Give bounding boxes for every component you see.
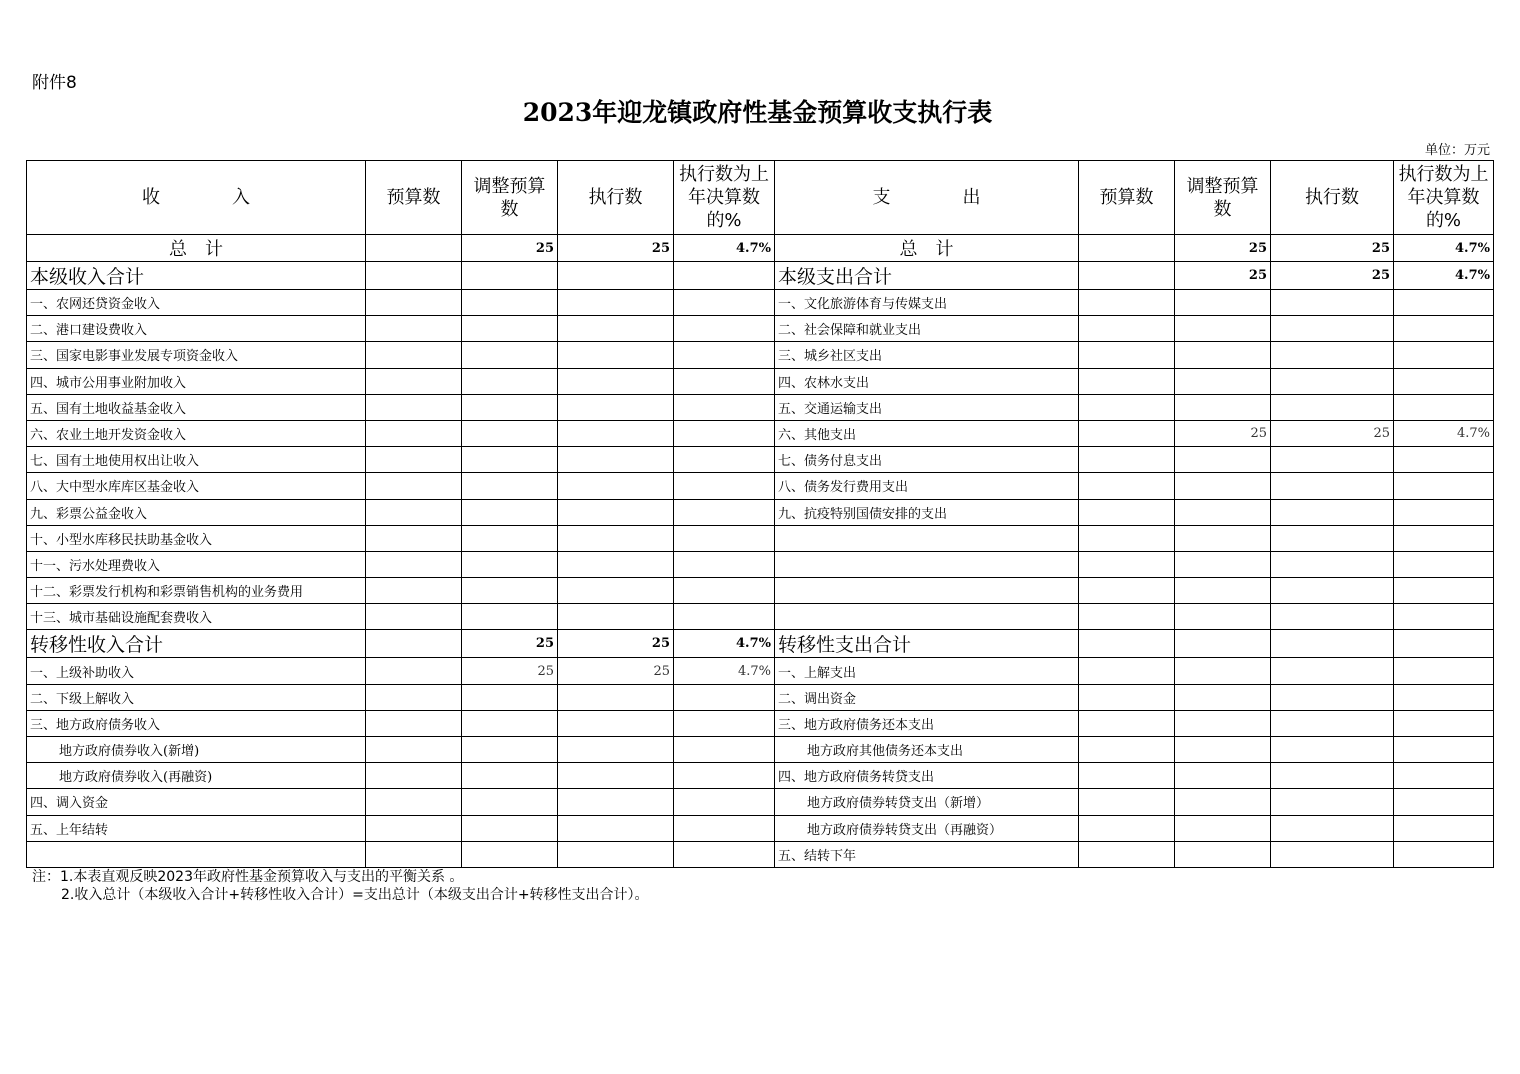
table-row — [27, 368, 1494, 394]
cell-expense-label: 六、其他支出 — [775, 420, 1079, 446]
cell-income-budget — [366, 551, 462, 577]
cell-income-executed — [558, 342, 674, 368]
cell-income-ratio — [674, 684, 775, 710]
cell-income-budget — [366, 841, 462, 867]
total-expense-ratio: 4.7% — [1394, 235, 1494, 262]
cell-income-executed — [558, 710, 674, 736]
cell-income-executed: 25 — [558, 630, 674, 658]
cell-income-label: 四、城市公用事业附加收入 — [27, 368, 366, 394]
cell-income-adjusted — [462, 290, 558, 316]
cell-income-budget — [366, 578, 462, 604]
cell-expense-budget — [1079, 316, 1175, 342]
cell-expense-adjusted — [1175, 447, 1271, 473]
table-row — [27, 290, 1494, 316]
cell-income-adjusted — [462, 342, 558, 368]
total-income-budget — [366, 235, 462, 262]
cell-expense-adjusted — [1175, 290, 1271, 316]
cell-income-executed — [558, 473, 674, 499]
table-row — [27, 658, 1494, 684]
cell-expense-executed — [1271, 447, 1394, 473]
table-row — [27, 578, 1494, 604]
cell-expense-label: 一、文化旅游体育与传媒支出 — [775, 290, 1079, 316]
cell-income-budget — [366, 394, 462, 420]
cell-income-budget — [366, 658, 462, 684]
table-row — [27, 604, 1494, 630]
table-row — [27, 684, 1494, 710]
cell-expense-adjusted — [1175, 394, 1271, 420]
header-expense-budget: 预算数 — [1079, 161, 1175, 235]
cell-expense-ratio — [1394, 815, 1494, 841]
cell-income-label: 本级收入合计 — [27, 262, 366, 290]
cell-expense-adjusted — [1175, 815, 1271, 841]
cell-expense-label: 三、地方政府债务还本支出 — [775, 710, 1079, 736]
table-row — [27, 342, 1494, 368]
cell-income-adjusted — [462, 499, 558, 525]
cell-income-label: 一、农网还贷资金收入 — [27, 290, 366, 316]
cell-income-ratio — [674, 737, 775, 763]
cell-income-ratio — [674, 473, 775, 499]
cell-income-ratio — [674, 578, 775, 604]
cell-income-executed — [558, 447, 674, 473]
notes — [32, 868, 649, 904]
total-expense-executed: 25 — [1271, 235, 1394, 262]
cell-income-adjusted — [462, 763, 558, 789]
cell-expense-adjusted — [1175, 342, 1271, 368]
cell-expense-budget — [1079, 710, 1175, 736]
cell-expense-budget — [1079, 630, 1175, 658]
cell-income-executed — [558, 789, 674, 815]
cell-expense-ratio — [1394, 290, 1494, 316]
cell-income-label: 十、小型水库移民扶助基金收入 — [27, 525, 366, 551]
cell-income-label: 十二、彩票发行机构和彩票销售机构的业务费用 — [27, 578, 366, 604]
cell-income-budget — [366, 710, 462, 736]
cell-expense-budget — [1079, 578, 1175, 604]
cell-expense-label: 九、抗疫特别国债安排的支出 — [775, 499, 1079, 525]
table-row — [27, 841, 1494, 867]
cell-expense-ratio — [1394, 447, 1494, 473]
cell-income-label: 五、国有土地收益基金收入 — [27, 394, 366, 420]
header-income: 收 入 — [27, 161, 366, 235]
cell-expense-executed — [1271, 763, 1394, 789]
cell-income-adjusted — [462, 604, 558, 630]
cell-income-budget — [366, 290, 462, 316]
cell-expense-adjusted: 25 — [1175, 420, 1271, 446]
cell-expense-budget — [1079, 420, 1175, 446]
cell-expense-label: 五、结转下年 — [775, 841, 1079, 867]
cell-income-executed — [558, 290, 674, 316]
cell-income-budget — [366, 737, 462, 763]
cell-expense-label: 三、城乡社区支出 — [775, 342, 1079, 368]
cell-expense-adjusted — [1175, 630, 1271, 658]
cell-income-adjusted — [462, 262, 558, 290]
cell-expense-adjusted — [1175, 789, 1271, 815]
cell-income-ratio — [674, 525, 775, 551]
cell-expense-budget — [1079, 684, 1175, 710]
cell-expense-ratio: 4.7% — [1394, 262, 1494, 290]
cell-income-budget — [366, 420, 462, 446]
cell-expense-executed — [1271, 737, 1394, 763]
cell-expense-ratio — [1394, 763, 1494, 789]
table-row — [27, 473, 1494, 499]
cell-expense-adjusted — [1175, 499, 1271, 525]
cell-income-ratio — [674, 763, 775, 789]
cell-expense-adjusted — [1175, 710, 1271, 736]
table-row — [27, 262, 1494, 290]
cell-expense-label: 二、调出资金 — [775, 684, 1079, 710]
cell-income-ratio — [674, 316, 775, 342]
unit-label: 单位：万元 — [1424, 143, 1490, 158]
cell-income-executed — [558, 684, 674, 710]
note-line-2: 2.收入总计（本级收入合计+转移性收入合计）=支出总计（本级支出合计+转移性支出合计）。 — [61, 887, 649, 903]
cell-expense-budget — [1079, 473, 1175, 499]
cell-expense-budget — [1079, 447, 1175, 473]
cell-expense-ratio — [1394, 658, 1494, 684]
cell-income-label: 十一、污水处理费收入 — [27, 551, 366, 577]
cell-expense-ratio — [1394, 394, 1494, 420]
cell-expense-label: 七、债务付息支出 — [775, 447, 1079, 473]
cell-expense-ratio — [1394, 841, 1494, 867]
cell-expense-label — [775, 578, 1079, 604]
cell-expense-executed — [1271, 789, 1394, 815]
cell-income-label: 一、上级补助收入 — [27, 658, 366, 684]
cell-income-label: 八、大中型水库库区基金收入 — [27, 473, 366, 499]
cell-expense-ratio — [1394, 630, 1494, 658]
cell-expense-budget — [1079, 789, 1175, 815]
cell-income-ratio — [674, 447, 775, 473]
cell-expense-budget — [1079, 763, 1175, 789]
cell-income-adjusted — [462, 578, 558, 604]
cell-expense-executed — [1271, 578, 1394, 604]
cell-expense-label: 四、地方政府债务转贷支出 — [775, 763, 1079, 789]
cell-income-ratio — [674, 841, 775, 867]
cell-expense-budget — [1079, 815, 1175, 841]
cell-income-ratio — [674, 789, 775, 815]
cell-income-label: 二、下级上解收入 — [27, 684, 366, 710]
cell-income-adjusted — [462, 737, 558, 763]
attachment-label: 附件8 — [32, 73, 77, 93]
total-income-ratio: 4.7% — [674, 235, 775, 262]
cell-income-executed — [558, 763, 674, 789]
cell-income-ratio — [674, 815, 775, 841]
cell-income-ratio: 4.7% — [674, 658, 775, 684]
cell-income-adjusted: 25 — [462, 630, 558, 658]
cell-expense-executed — [1271, 551, 1394, 577]
cell-expense-budget — [1079, 841, 1175, 867]
cell-income-ratio — [674, 420, 775, 446]
cell-income-adjusted — [462, 684, 558, 710]
cell-expense-executed — [1271, 841, 1394, 867]
cell-income-budget — [366, 525, 462, 551]
page-title: 2023年迎龙镇政府性基金预算收支执行表 — [522, 98, 993, 127]
cell-income-executed — [558, 737, 674, 763]
cell-expense-budget — [1079, 262, 1175, 290]
cell-income-label: 三、地方政府债务收入 — [27, 710, 366, 736]
total-row — [27, 235, 1494, 262]
cell-expense-label: 一、上解支出 — [775, 658, 1079, 684]
header-income-ratio: 执行数为上年决算数的% — [674, 161, 775, 235]
cell-expense-label: 八、债务发行费用支出 — [775, 473, 1079, 499]
cell-income-adjusted: 25 — [462, 658, 558, 684]
table-row — [27, 447, 1494, 473]
cell-income-adjusted — [462, 789, 558, 815]
cell-expense-executed — [1271, 525, 1394, 551]
cell-income-adjusted — [462, 473, 558, 499]
cell-expense-executed — [1271, 604, 1394, 630]
table-body — [27, 262, 1494, 868]
cell-expense-executed — [1271, 684, 1394, 710]
table-row — [27, 525, 1494, 551]
table-row — [27, 394, 1494, 420]
cell-income-budget — [366, 262, 462, 290]
cell-expense-executed — [1271, 368, 1394, 394]
cell-income-ratio — [674, 368, 775, 394]
cell-expense-adjusted: 25 — [1175, 262, 1271, 290]
total-income-executed: 25 — [558, 235, 674, 262]
cell-income-ratio: 4.7% — [674, 630, 775, 658]
cell-expense-ratio — [1394, 578, 1494, 604]
table-row — [27, 630, 1494, 658]
cell-income-executed — [558, 815, 674, 841]
table-row — [27, 789, 1494, 815]
cell-income-executed — [558, 525, 674, 551]
cell-income-label: 三、国家电影事业发展专项资金收入 — [27, 342, 366, 368]
cell-expense-adjusted — [1175, 841, 1271, 867]
cell-expense-adjusted — [1175, 316, 1271, 342]
cell-expense-adjusted — [1175, 737, 1271, 763]
cell-expense-executed — [1271, 316, 1394, 342]
cell-income-adjusted — [462, 841, 558, 867]
cell-expense-executed — [1271, 394, 1394, 420]
cell-expense-executed — [1271, 290, 1394, 316]
cell-income-budget — [366, 499, 462, 525]
cell-income-adjusted — [462, 710, 558, 736]
cell-expense-ratio — [1394, 604, 1494, 630]
total-income-label: 总 计 — [27, 235, 366, 262]
cell-expense-label: 四、农林水支出 — [775, 368, 1079, 394]
table-row — [27, 737, 1494, 763]
cell-expense-ratio — [1394, 710, 1494, 736]
total-expense-budget — [1079, 235, 1175, 262]
cell-income-executed — [558, 368, 674, 394]
cell-expense-adjusted — [1175, 368, 1271, 394]
header-row — [27, 161, 1494, 235]
table-row — [27, 815, 1494, 841]
cell-income-executed — [558, 499, 674, 525]
total-income-adjusted: 25 — [462, 235, 558, 262]
cell-income-adjusted — [462, 368, 558, 394]
cell-expense-budget — [1079, 551, 1175, 577]
cell-expense-adjusted — [1175, 473, 1271, 499]
cell-expense-label — [775, 551, 1079, 577]
header-income-executed: 执行数 — [558, 161, 674, 235]
total-expense-label: 总 计 — [775, 235, 1079, 262]
cell-income-budget — [366, 473, 462, 499]
cell-expense-label — [775, 604, 1079, 630]
cell-expense-label: 本级支出合计 — [775, 262, 1079, 290]
cell-expense-label: 地方政府债券转贷支出（再融资） — [775, 815, 1079, 841]
cell-income-budget — [366, 342, 462, 368]
cell-expense-label: 地方政府其他债务还本支出 — [775, 737, 1079, 763]
cell-income-adjusted — [462, 815, 558, 841]
total-expense-adjusted: 25 — [1175, 235, 1271, 262]
cell-income-executed — [558, 394, 674, 420]
cell-income-executed — [558, 551, 674, 577]
cell-expense-executed — [1271, 710, 1394, 736]
header-expense-ratio: 执行数为上年决算数的% — [1394, 161, 1494, 235]
cell-expense-ratio — [1394, 368, 1494, 394]
cell-expense-adjusted — [1175, 684, 1271, 710]
cell-expense-ratio — [1394, 525, 1494, 551]
cell-income-budget — [366, 815, 462, 841]
cell-income-adjusted — [462, 447, 558, 473]
cell-income-executed — [558, 604, 674, 630]
cell-income-label: 十三、城市基础设施配套费收入 — [27, 604, 366, 630]
cell-expense-budget — [1079, 604, 1175, 630]
cell-income-ratio — [674, 394, 775, 420]
cell-income-ratio — [674, 499, 775, 525]
cell-expense-label: 地方政府债券转贷支出（新增） — [775, 789, 1079, 815]
cell-expense-budget — [1079, 394, 1175, 420]
cell-income-ratio — [674, 604, 775, 630]
cell-expense-executed — [1271, 342, 1394, 368]
cell-expense-adjusted — [1175, 658, 1271, 684]
cell-income-label: 转移性收入合计 — [27, 630, 366, 658]
budget-table — [26, 160, 1494, 868]
cell-expense-ratio — [1394, 342, 1494, 368]
cell-expense-ratio — [1394, 499, 1494, 525]
cell-income-label: 地方政府债券收入(新增) — [27, 737, 366, 763]
cell-expense-budget — [1079, 658, 1175, 684]
cell-income-executed — [558, 262, 674, 290]
cell-income-executed — [558, 578, 674, 604]
cell-expense-budget — [1079, 368, 1175, 394]
table-row — [27, 420, 1494, 446]
table-row — [27, 710, 1494, 736]
header-expense: 支 出 — [775, 161, 1079, 235]
header-expense-adjusted: 调整预算数 — [1175, 161, 1271, 235]
cell-income-budget — [366, 368, 462, 394]
cell-income-budget — [366, 763, 462, 789]
table-row — [27, 316, 1494, 342]
cell-income-budget — [366, 630, 462, 658]
cell-expense-ratio: 4.7% — [1394, 420, 1494, 446]
cell-expense-ratio — [1394, 737, 1494, 763]
cell-income-adjusted — [462, 394, 558, 420]
cell-income-label — [27, 841, 366, 867]
note-line-1: 注：1.本表直观反映2023年政府性基金预算收入与支出的平衡关系 。 — [32, 869, 464, 885]
cell-income-executed: 25 — [558, 658, 674, 684]
cell-expense-ratio — [1394, 316, 1494, 342]
cell-expense-ratio — [1394, 789, 1494, 815]
cell-income-executed — [558, 841, 674, 867]
cell-income-adjusted — [462, 525, 558, 551]
cell-income-label: 四、调入资金 — [27, 789, 366, 815]
cell-expense-executed: 25 — [1271, 262, 1394, 290]
cell-expense-ratio — [1394, 473, 1494, 499]
cell-expense-ratio — [1394, 684, 1494, 710]
cell-income-budget — [366, 789, 462, 815]
cell-income-budget — [366, 447, 462, 473]
cell-expense-label — [775, 525, 1079, 551]
cell-income-executed — [558, 420, 674, 446]
cell-income-budget — [366, 604, 462, 630]
cell-expense-executed — [1271, 499, 1394, 525]
cell-income-label: 五、上年结转 — [27, 815, 366, 841]
cell-expense-adjusted — [1175, 578, 1271, 604]
cell-expense-budget — [1079, 737, 1175, 763]
cell-income-adjusted — [462, 316, 558, 342]
cell-income-label: 二、港口建设费收入 — [27, 316, 366, 342]
table-row — [27, 763, 1494, 789]
cell-income-label: 六、农业土地开发资金收入 — [27, 420, 366, 446]
cell-income-label: 九、彩票公益金收入 — [27, 499, 366, 525]
table-row — [27, 551, 1494, 577]
header-income-adjusted: 调整预算数 — [462, 161, 558, 235]
cell-expense-executed — [1271, 630, 1394, 658]
cell-income-budget — [366, 684, 462, 710]
cell-income-label: 地方政府债券收入(再融资) — [27, 763, 366, 789]
cell-income-executed — [558, 316, 674, 342]
cell-expense-budget — [1079, 342, 1175, 368]
cell-income-adjusted — [462, 551, 558, 577]
cell-income-ratio — [674, 342, 775, 368]
cell-income-ratio — [674, 551, 775, 577]
header-expense-executed: 执行数 — [1271, 161, 1394, 235]
cell-expense-label: 二、社会保障和就业支出 — [775, 316, 1079, 342]
cell-expense-executed — [1271, 473, 1394, 499]
cell-expense-budget — [1079, 525, 1175, 551]
cell-income-ratio — [674, 710, 775, 736]
cell-income-ratio — [674, 262, 775, 290]
cell-income-label: 七、国有土地使用权出让收入 — [27, 447, 366, 473]
cell-expense-budget — [1079, 290, 1175, 316]
cell-expense-executed — [1271, 658, 1394, 684]
cell-expense-label: 转移性支出合计 — [775, 630, 1079, 658]
cell-expense-adjusted — [1175, 604, 1271, 630]
cell-expense-adjusted — [1175, 525, 1271, 551]
cell-expense-executed — [1271, 815, 1394, 841]
cell-expense-ratio — [1394, 551, 1494, 577]
cell-income-adjusted — [462, 420, 558, 446]
table-row — [27, 499, 1494, 525]
cell-expense-executed: 25 — [1271, 420, 1394, 446]
cell-expense-adjusted — [1175, 551, 1271, 577]
header-income-budget: 预算数 — [366, 161, 462, 235]
cell-expense-label: 五、交通运输支出 — [775, 394, 1079, 420]
cell-expense-adjusted — [1175, 763, 1271, 789]
cell-income-ratio — [674, 290, 775, 316]
cell-income-budget — [366, 316, 462, 342]
cell-expense-budget — [1079, 499, 1175, 525]
